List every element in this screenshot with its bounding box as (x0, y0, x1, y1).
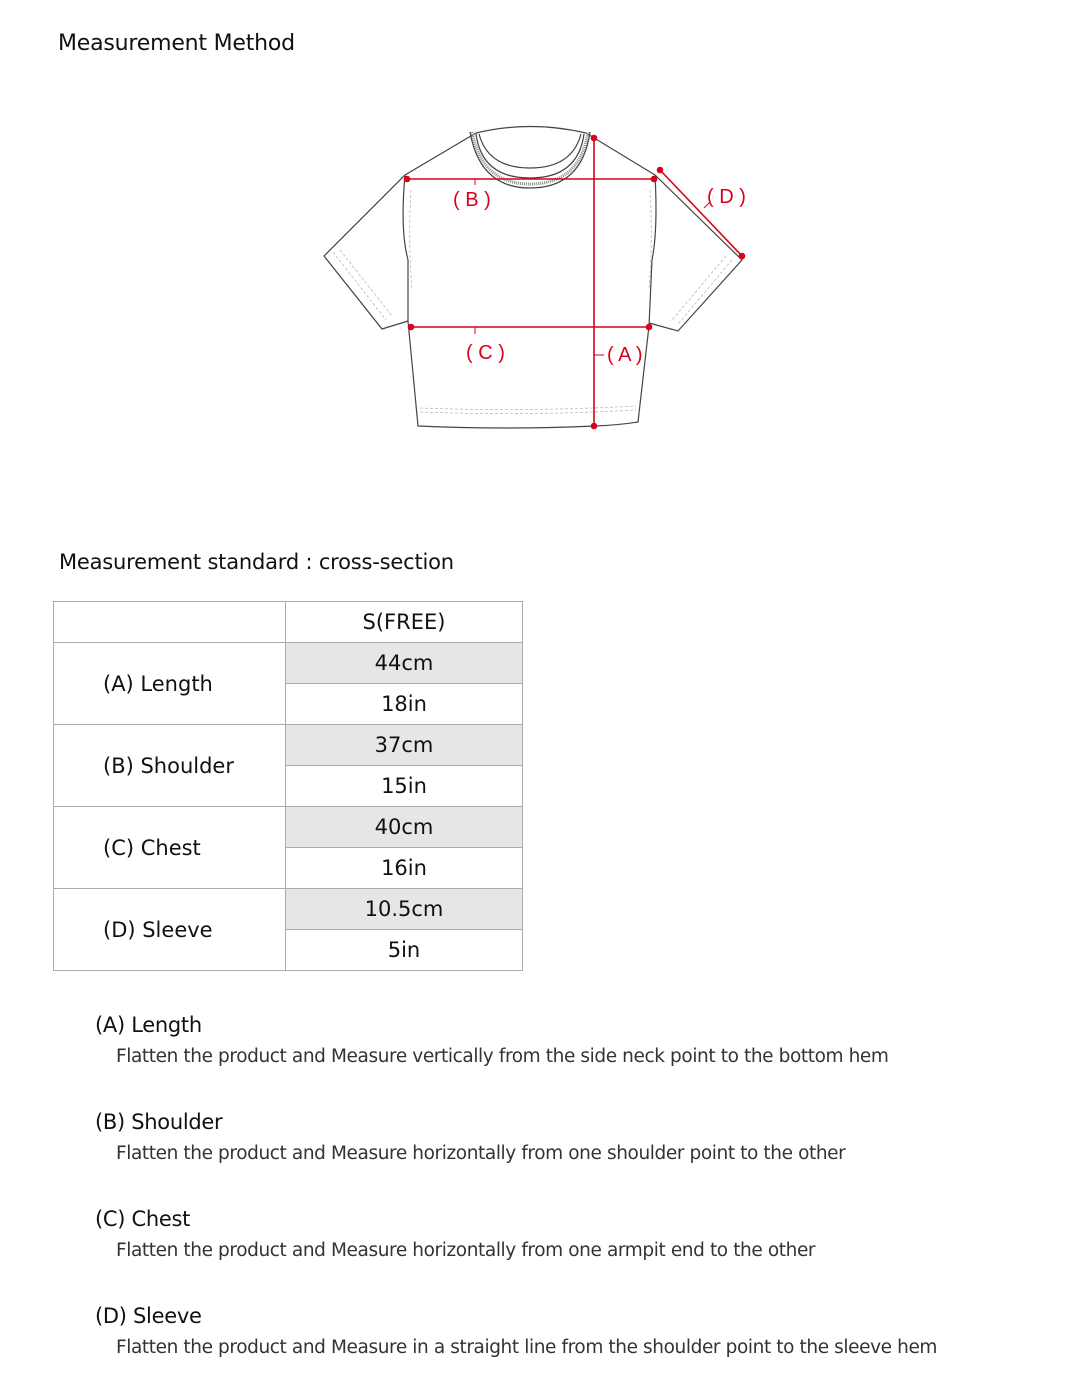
note-title: (D) Sleeve (95, 1304, 202, 1328)
table-row (54, 725, 523, 766)
note-shoulder (95, 1105, 1055, 1202)
in-value: 5in (286, 930, 523, 971)
row-label: (B) Shoulder (54, 725, 286, 807)
measurement-method-title: Measurement Method (58, 31, 295, 56)
header-empty-cell (54, 602, 286, 643)
cm-value: 40cm (286, 807, 523, 848)
row-label: (A) Length (54, 643, 286, 725)
table-row (54, 643, 523, 684)
in-value: 15in (286, 766, 523, 807)
note-description: Flatten the product and Measure in a straight line from the shoulder point to the sleeve hem (116, 1337, 938, 1358)
label-b: ( B ) (453, 189, 491, 211)
row-label: (D) Sleeve (54, 889, 286, 971)
in-value: 16in (286, 848, 523, 889)
table-header-row (54, 602, 523, 643)
table-row (54, 889, 523, 930)
row-label: (C) Chest (54, 807, 286, 889)
label-d: ( D ) (707, 186, 746, 208)
measurement-notes (95, 1008, 1055, 1396)
note-title: (C) Chest (95, 1207, 191, 1231)
note-title: (B) Shoulder (95, 1110, 223, 1134)
table-row (54, 807, 523, 848)
size-table (53, 601, 523, 971)
size-header: S(FREE) (286, 602, 523, 643)
note-sleeve (95, 1299, 1055, 1396)
note-chest (95, 1202, 1055, 1299)
note-description: Flatten the product and Measure horizontally from one shoulder point to the other (116, 1143, 846, 1164)
note-description: Flatten the product and Measure vertically from the side neck point to the bottom hem (116, 1046, 889, 1067)
measurement-standard-title: Measurement standard : cross-section (59, 550, 454, 574)
label-a: ( A ) (607, 344, 643, 366)
cm-value: 10.5cm (286, 889, 523, 930)
in-value: 18in (286, 684, 523, 725)
tshirt-measurement-diagram (300, 110, 780, 450)
cm-value: 44cm (286, 643, 523, 684)
label-c: ( C ) (466, 342, 505, 364)
note-title: (A) Length (95, 1013, 202, 1037)
note-length (95, 1008, 1055, 1105)
note-description: Flatten the product and Measure horizontally from one armpit end to the other (116, 1240, 816, 1261)
cm-value: 37cm (286, 725, 523, 766)
tshirt-illustration-icon (300, 110, 780, 450)
